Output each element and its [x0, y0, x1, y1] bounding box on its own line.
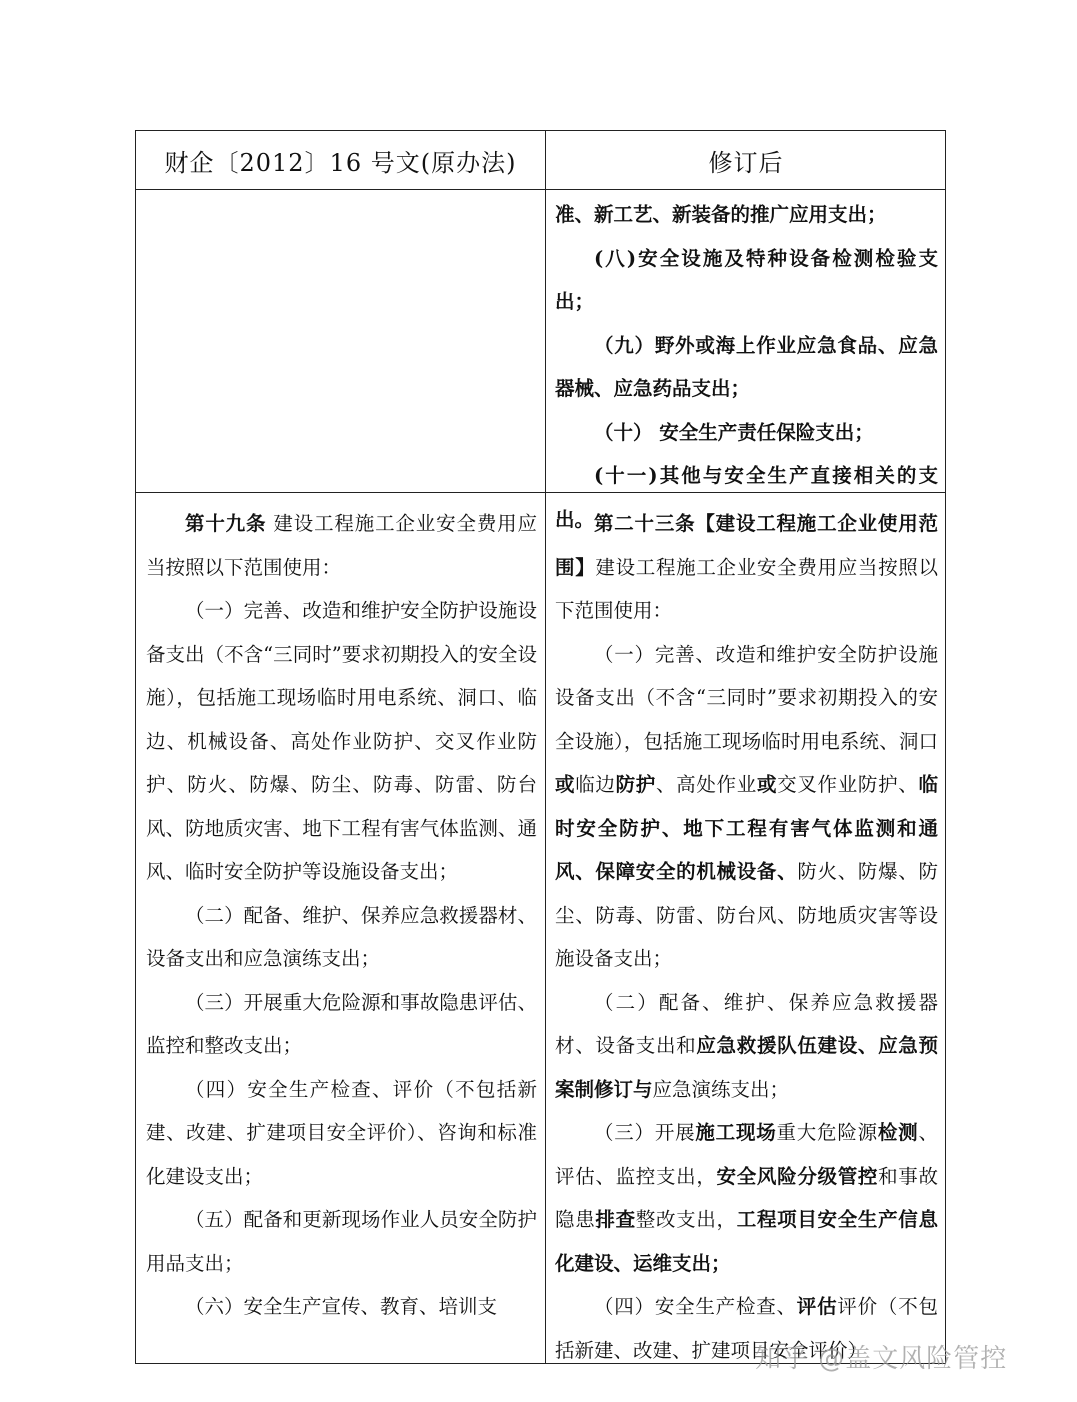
article-number: 第十九条 [185, 512, 267, 535]
revised-paragraph: (十一)其他与安全生产直接相关的支出。 [555, 464, 938, 531]
text-run-bold: 施工现场 [695, 1121, 777, 1144]
revised-article-23 [555, 502, 938, 1372]
article-heading [146, 502, 537, 589]
text-run-bold: 或 [555, 773, 576, 796]
text-run: （三）开展 [594, 1121, 696, 1144]
text-run: （二）配备、维护、保养应急救援器材、设备支出和 [555, 990, 938, 1057]
text-run: 、高处作业 [655, 773, 757, 796]
watermark: 知乎 @盖文风险管控 [755, 1344, 1008, 1374]
text-run: 整改支出， [635, 1208, 737, 1231]
text-run-bold: 应急救援队伍建设、应急预案制修订与 [555, 1034, 938, 1101]
revised-paragraph: (八)安全设施及特种设备检测检验支出； [555, 246, 938, 313]
header-revised: 修订后 [708, 148, 784, 177]
revised-cell-continued [555, 189, 938, 541]
revised-paragraph: 准、新工艺、新装备的推广应用支出； [555, 203, 887, 226]
revised-paragraph [555, 981, 938, 1112]
article-text: 建设工程施工企业安全费用应当按照以下范围使用： [555, 555, 938, 622]
original-paragraph: （四）安全生产检查、评价（不包括新建、改建、扩建项目安全评价）、咨询和标准化建设支出； [146, 1077, 537, 1188]
original-paragraph: （五）配备和更新现场作业人员安全防护用品支出； [146, 1208, 537, 1275]
text-run: 临边 [575, 773, 616, 796]
text-run-bold: 安全风险分级管控 [716, 1164, 879, 1188]
text-run-bold: 工程项目安全生产信息化建设、运维支出； [555, 1208, 938, 1275]
original-paragraph: （一）完善、改造和维护安全防护设施设备支出（不含“三同时”要求初期投入的安全设施），包括施工现场临时用电系统、洞口、临边、机械设备、高处作业防护、交叉作业防护、防火、防爆、防尘、防毒、防雷、防台风、防地质灾害、地下工程有害气体监测、通风、临时安全防护等设施设备支出； [146, 599, 537, 883]
revised-paragraph [555, 633, 938, 981]
text-run: （四）安全生产检查、 [594, 1295, 797, 1318]
original-paragraph: （三）开展重大危险源和事故隐患评估、监控和整改支出； [146, 990, 537, 1057]
text-run-bold: 检测 [877, 1121, 919, 1144]
article-text: 建设工程施工企业安全费用应当按照以下范围使用： [146, 512, 537, 579]
text-run-bold: 评估 [796, 1295, 838, 1318]
text-run: 重大危险源 [776, 1121, 878, 1144]
text-run: 评价（不包括新建、改建、扩建项目安全评价） [555, 1295, 938, 1362]
text-run-bold: 或 [756, 773, 778, 796]
original-paragraph: （二）配备、维护、保养应急救援器材、设备支出和应急演练支出； [146, 903, 537, 970]
original-empty-cell [136, 190, 545, 492]
text-run: 防火、防爆、防尘、防毒、防雷、防台风、防地质灾害等设施设备支出； [555, 860, 938, 970]
article-heading [555, 502, 938, 633]
header-original: 财企〔2012〕16 号文(原办法) [164, 148, 517, 177]
revised-paragraph [555, 1111, 938, 1285]
text-run-bold: 排查 [595, 1208, 636, 1231]
revised-paragraph: （十） 安全生产责任保险支出； [594, 420, 874, 444]
text-run-bold: 防护 [615, 773, 656, 796]
original-article-19 [146, 502, 537, 1329]
article-number: 第二十三条【建设工程施工企业使用范围】 [555, 512, 938, 579]
text-run: 应急演练支出； [652, 1077, 790, 1101]
comparison-table [135, 130, 946, 1364]
text-run-bold: 临时安全防护、地下工程有害气体监测和通风、保障安全的机械设备、 [555, 773, 938, 883]
column-divider [545, 131, 546, 1363]
text-run: 、评估、监控支出， [555, 1121, 938, 1188]
text-run: 和事故隐患 [555, 1164, 938, 1231]
original-paragraph: （六）安全生产宣传、教育、培训支 [185, 1295, 498, 1318]
text-run: 交叉作业防护、 [777, 773, 919, 796]
text-run: （一）完善、改造和维护安全防护设施设备支出（不含“三同时”要求初期投入的安全设施），包括施工现场临时用电系统、洞口 [555, 642, 938, 753]
revised-paragraph: （九）野外或海上作业应急食品、应急器械、应急药品支出； [555, 333, 938, 400]
